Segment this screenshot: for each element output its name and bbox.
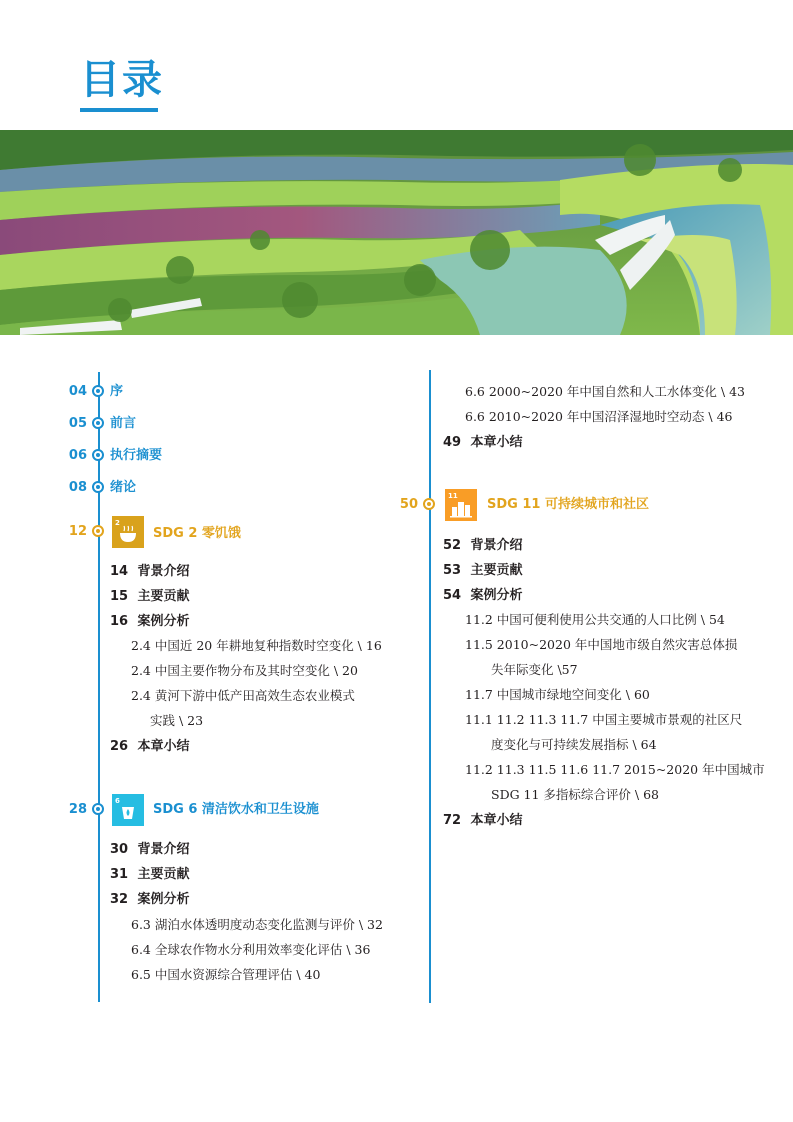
timeline-line-right	[429, 370, 431, 1003]
page-marker-12: 12	[60, 524, 104, 540]
sdg6-case-3[interactable]: 6.5 中国水资源综合管理评估 \ 40	[131, 967, 321, 982]
sdg6-case-2[interactable]: 6.4 全球农作物水分利用效率变化评估 \ 36	[131, 942, 371, 957]
sdg11-entry-cases[interactable]: 54 案例分析	[443, 588, 523, 603]
sdg11-case-5-cont[interactable]: SDG 11 多指标综合评价 \ 68	[491, 787, 659, 802]
sdg11-case-1[interactable]: 11.2 中国可便利使用公共交通的人口比例 \ 54	[465, 612, 725, 627]
sdg2-entry-summary[interactable]: 26 本章小结	[110, 739, 190, 754]
sdg2-icon	[112, 516, 144, 548]
sdg2-case-2[interactable]: 2.4 中国主要作物分布及其时空变化 \ 20	[131, 663, 358, 678]
sdg2-entry-contribution[interactable]: 15 主要贡献	[110, 589, 190, 604]
sdg11-case-5[interactable]: 11.2 11.3 11.5 11.6 11.7 2015~2020 年中国城市	[465, 762, 765, 777]
sdg2-case-1[interactable]: 2.4 中国近 20 年耕地复种指数时空变化 \ 16	[131, 638, 382, 653]
sdg11-entry-background[interactable]: 52 背景介绍	[443, 538, 523, 553]
sdg6-title[interactable]: SDG 6 清洁饮水和卫生设施	[153, 802, 319, 817]
page-marker-08: 08	[60, 480, 104, 496]
toc-item-foreword[interactable]: 前言	[110, 416, 137, 431]
sdg11-entry-summary[interactable]: 72 本章小结	[443, 813, 523, 828]
page-marker-04: 04	[60, 384, 104, 400]
sdg6-entry-summary[interactable]: 49 本章小结	[443, 435, 523, 450]
page-title: 目录	[80, 57, 164, 103]
page-marker-28: 28	[60, 802, 104, 818]
svg-text:2: 2	[115, 519, 120, 527]
svg-text:11: 11	[448, 492, 458, 500]
sdg6-entry-cases[interactable]: 32 案例分析	[110, 892, 190, 907]
sdg11-case-4[interactable]: 11.1 11.2 11.3 11.7 中国主要城市景观的社区尺	[465, 712, 743, 727]
sdg11-title[interactable]: SDG 11 可持续城市和社区	[487, 497, 649, 512]
toc-item-preface[interactable]: 序	[110, 384, 124, 399]
sdg2-case-3[interactable]: 2.4 黄河下游中低产田高效生态农业模式	[131, 688, 355, 703]
sdg6-icon	[112, 794, 144, 826]
sdg11-case-2[interactable]: 11.5 2010~2020 年中国地市级自然灾害总体损	[465, 637, 738, 652]
sdg2-entry-cases[interactable]: 16 案例分析	[110, 614, 190, 629]
sdg11-entry-contribution[interactable]: 53 主要贡献	[443, 563, 523, 578]
page-marker-06: 06	[60, 448, 104, 464]
toc-item-introduction[interactable]: 绪论	[110, 480, 137, 495]
sdg11-case-4-cont[interactable]: 度变化与可持续发展指标 \ 64	[491, 737, 657, 752]
sdg6-entry-background[interactable]: 30 背景介绍	[110, 842, 190, 857]
svg-text:6: 6	[115, 797, 120, 805]
sdg2-case-3-cont[interactable]: 实践 \ 23	[150, 713, 204, 728]
sdg6-case-5[interactable]: 6.6 2010~2020 年中国沼泽湿地时空动态 \ 46	[465, 409, 733, 424]
page-marker-50: 50	[391, 497, 435, 513]
sdg6-case-1[interactable]: 6.3 湖泊水体透明度动态变化监测与评价 \ 32	[131, 917, 383, 932]
page-marker-05: 05	[60, 416, 104, 432]
sdg11-icon	[445, 489, 477, 521]
sdg2-entry-background[interactable]: 14 背景介绍	[110, 564, 190, 579]
sdg11-case-2-cont[interactable]: 失年际变化 \57	[491, 662, 578, 677]
sdg6-entry-contribution[interactable]: 31 主要贡献	[110, 867, 190, 882]
sdg2-title[interactable]: SDG 2 零饥饿	[153, 526, 241, 541]
banner-image	[0, 130, 793, 335]
sdg6-case-4[interactable]: 6.6 2000~2020 年中国自然和人工水体变化 \ 43	[465, 384, 745, 399]
toc-item-executive-summary[interactable]: 执行摘要	[110, 448, 163, 463]
title-underline	[80, 108, 158, 112]
timeline-line-left	[98, 372, 100, 1002]
sdg11-case-3[interactable]: 11.7 中国城市绿地空间变化 \ 60	[465, 687, 650, 702]
